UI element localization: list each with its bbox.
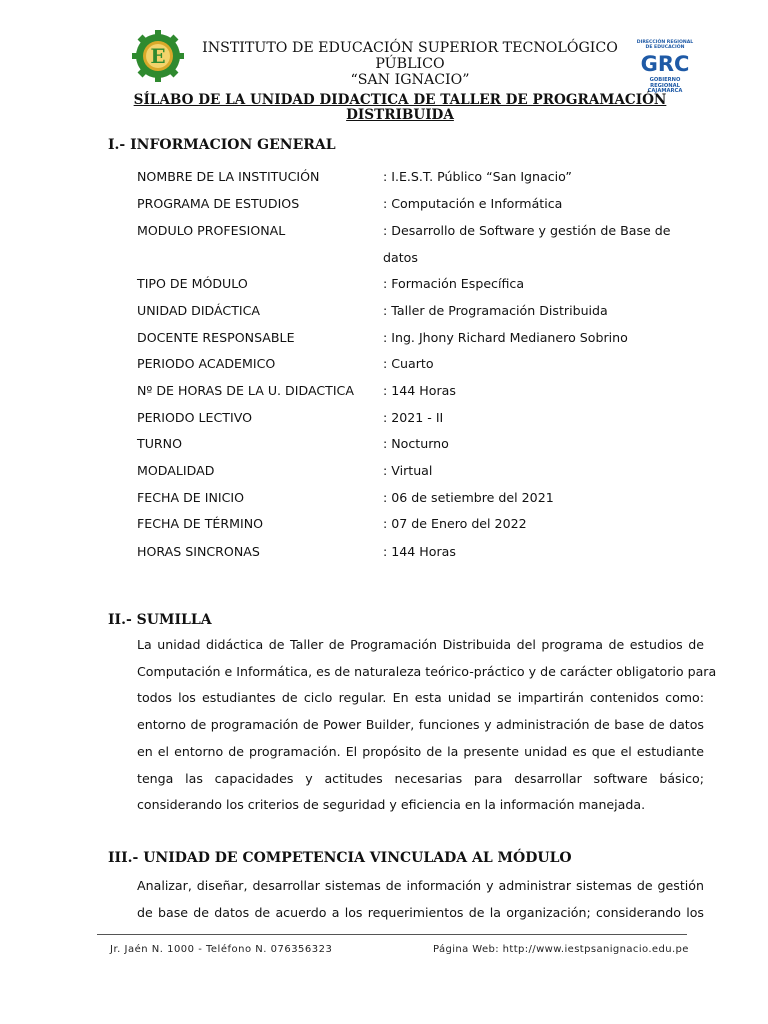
info-row: [137, 354, 697, 374]
info-value: : Virtual: [383, 463, 433, 478]
info-row: [137, 408, 697, 428]
info-row: [137, 461, 697, 481]
info-label: TIPO DE MÓDULO: [137, 276, 248, 291]
paragraph-line: entorno de programación de Power Builder, funciones y administración de base de datos: [137, 717, 704, 733]
info-row: [137, 194, 697, 214]
info-label: DOCENTE RESPONSABLE: [137, 330, 295, 345]
page-header: [0, 0, 768, 92]
info-value: : I.E.S.T. Público “San Ignacio”: [383, 169, 572, 184]
paragraph-line: tenga las capacidades y actitudes necesarias para desarrollar software básico;: [137, 770, 704, 786]
grc-emblem-icon: [636, 50, 694, 74]
paragraph-line: La unidad didáctica de Taller de Programación Distribuida del programa de estudios de: [137, 637, 704, 652]
logo-letter: E: [150, 44, 166, 68]
info-value: : 07 de Enero del 2022: [383, 516, 527, 531]
info-label: UNIDAD DIDÁCTICA: [137, 303, 261, 318]
info-label: NOMBRE DE LA INSTITUCIÓN: [137, 169, 320, 184]
info-value: : Nocturno: [383, 436, 449, 451]
info-row: [137, 328, 697, 348]
info-label: TURNO: [137, 436, 182, 451]
title-line-2: DISTRIBUIDA: [346, 107, 454, 123]
paragraph-line: en el entorno de programación. El propósito de la presente unidad es que el estudiante: [137, 743, 704, 759]
info-label: Nº DE HORAS DE LA U. DIDACTICA: [137, 383, 354, 398]
info-row: [137, 221, 697, 241]
regional-logo: [636, 40, 694, 94]
info-label: PERIODO ACADEMICO: [137, 356, 276, 371]
paragraph-line: de base de datos de acuerdo a los requerimientos de la organización; considerando los: [137, 904, 704, 920]
footer-website: Página Web: http://www.iestpsanignacio.edu.pe: [433, 944, 689, 955]
info-row: [137, 381, 697, 401]
regional-logo-bottom-text: GOBIERNO REGIONAL CAJAMARCA: [647, 77, 683, 94]
grc-mark: GRC: [640, 52, 690, 74]
info-value: : Computación e Informática: [383, 196, 563, 211]
paragraph-line: todos los estudiantes de ciclo regular. En esta unidad se impartirán contenidos como:: [137, 690, 704, 706]
footer-address: Jr. Jaén N. 1000 - Teléfono N. 076356323: [110, 944, 333, 955]
info-row-continuation: [137, 248, 697, 268]
title-line-1: SÍLABO DE LA UNIDAD DIDACTICA DE TALLER DE PROGRAMACIÓN: [133, 92, 667, 108]
institution-line-2: “SAN IGNACIO”: [350, 72, 470, 88]
section-general-info-heading: I.- INFORMACION GENERAL: [108, 137, 336, 153]
info-row: [137, 514, 697, 534]
info-label: HORAS SINCRONAS: [137, 544, 260, 559]
info-label: FECHA DE INICIO: [137, 490, 245, 505]
info-row: [137, 167, 697, 187]
institution-name: [190, 40, 630, 88]
document-title: [120, 93, 680, 123]
info-value: : Desarrollo de Software y gestión de Base de: [383, 223, 671, 238]
paragraph-line: considerando los criterios de seguridad y eficiencia en la información manejada.: [137, 797, 646, 813]
info-value: : 144 Horas: [383, 383, 456, 398]
competencia-paragraph: [137, 873, 704, 926]
section-competencia-heading: III.- UNIDAD DE COMPETENCIA VINCULADA AL MÓDULO: [108, 850, 572, 866]
info-value: : 06 de setiembre del 2021: [383, 490, 554, 505]
info-value: : Ing. Jhony Richard Medianero Sobrino: [383, 330, 628, 345]
info-value: : Cuarto: [383, 356, 434, 371]
info-row: [137, 274, 697, 294]
institution-line-1: INSTITUTO DE EDUCACIÓN SUPERIOR TECNOLÓGICO PÚBLICO: [202, 40, 618, 72]
paragraph-line: Analizar, diseñar, desarrollar sistemas de información y administrar sistemas de gestión: [137, 878, 704, 893]
info-row: [137, 488, 697, 508]
footer-divider: [97, 934, 687, 935]
info-label: FECHA DE TÉRMINO: [137, 516, 264, 531]
info-label: MODULO PROFESIONAL: [137, 223, 286, 238]
info-value: : 2021 - II: [383, 410, 444, 425]
info-row: [137, 434, 697, 454]
info-row: [137, 301, 697, 321]
info-value: : 144 Horas: [383, 544, 456, 559]
info-label: PROGRAMA DE ESTUDIOS: [137, 196, 300, 211]
info-value: : Taller de Programación Distribuida: [383, 303, 608, 318]
info-label: MODALIDAD: [137, 463, 215, 478]
section-sumilla-heading: II.- SUMILLA: [108, 612, 212, 628]
sumilla-paragraph: [137, 632, 717, 819]
info-row: [137, 542, 697, 562]
info-value-continuation: datos: [383, 250, 418, 265]
info-label: PERIODO LECTIVO: [137, 410, 253, 425]
regional-logo-top-text: DIRECCIÓN REGIONAL DE EDUCACIÓN: [636, 40, 694, 50]
paragraph-line: Computación e Informática, es de naturaleza teórico-práctico y de carácter obligatorio para: [137, 663, 717, 679]
info-value: : Formación Específica: [383, 276, 525, 291]
institute-logo-icon: [131, 29, 185, 83]
